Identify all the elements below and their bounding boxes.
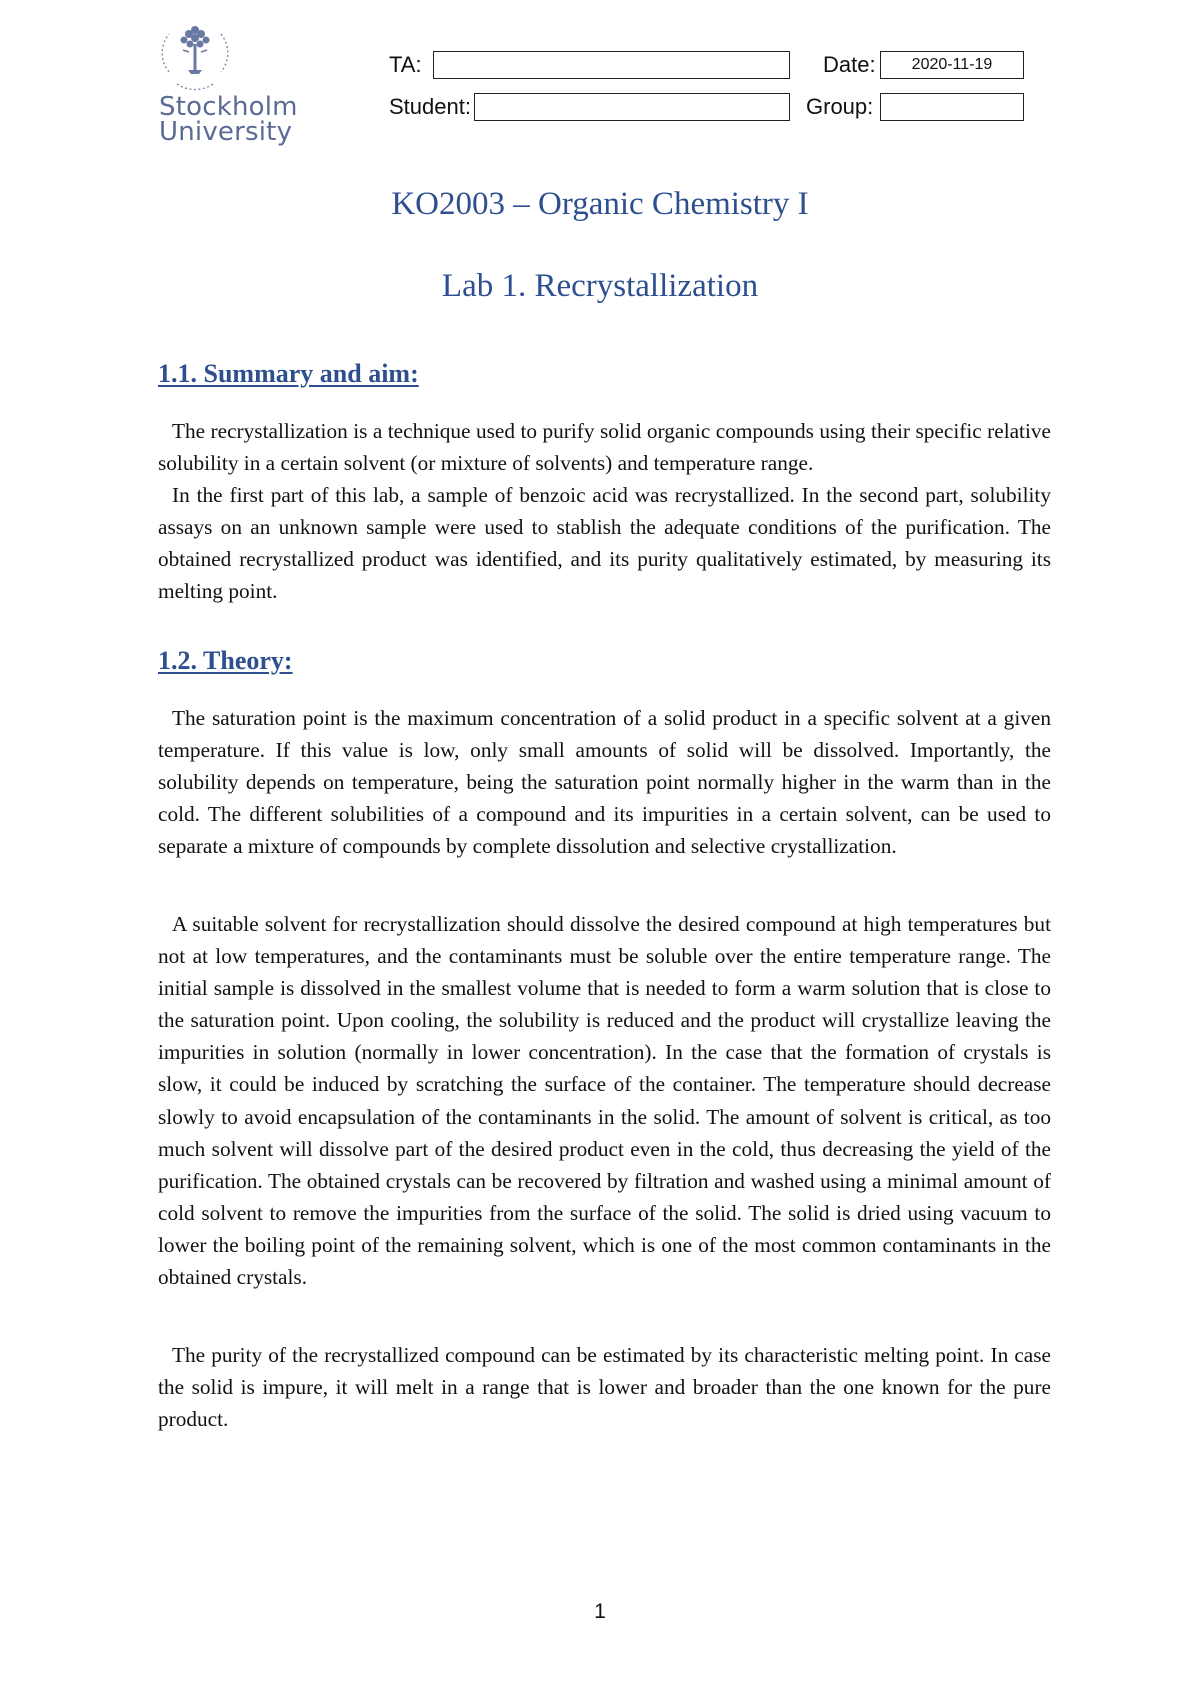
university-seal-icon [155, 20, 235, 92]
group-label: Group: [806, 94, 874, 119]
paragraph: The recrystallization is a technique used to purify solid organic compounds using their specific relative solubility in a certain solvent (or mixture of solvents) and temperature range. [158, 419, 1051, 476]
paragraph: The purity of the recrystallized compound can be estimated by its characteristic melting point. In case the solid is impure, it will melt in a range that is lower and broader than the one known for the pure product. [158, 1343, 1051, 1432]
date-label: Date: [823, 52, 876, 77]
student-field[interactable] [474, 93, 790, 121]
lab-title: Lab 1. Recrystallization [441, 268, 759, 304]
paragraph: In the first part of this lab, a sample of benzoic acid was recrystallized. In the second part, solubility assays on an unknown sample were used to stablish the adequate conditions of the purification. The obtained recrystallized product was identified, and its purity qualitatively estimated, by measuring its melting point. [158, 483, 1051, 604]
logo-text-university: University [159, 117, 293, 147]
university-logo [155, 20, 315, 150]
logo-text-stockholm: Stockholm [159, 92, 298, 122]
group-field[interactable] [880, 93, 1024, 121]
ta-field[interactable] [433, 51, 790, 79]
paragraph: The saturation point is the maximum concentration of a solid product in a specific solvent at a given temperature. If this value is low, only small amounts of solid will be dissolved. Importantly, the solubility depends on temperature, being the saturation point normally higher in the warm than in the cold. The different solubilities of a compound and its impurities in a certain solvent, can be used to separate a mixture of compounds by complete dissolution and selective crystallization. [158, 706, 1051, 859]
date-field[interactable]: 2020-11-19 [880, 51, 1024, 79]
section-heading-theory: 1.2. Theory: [158, 646, 293, 675]
ta-label: TA: [389, 52, 422, 77]
course-title: KO2003 – Organic Chemistry I [391, 186, 809, 222]
section-heading-summary: 1.1. Summary and aim: [158, 359, 419, 388]
page-number: 1 [594, 1600, 606, 1623]
student-label: Student: [389, 94, 471, 119]
paragraph: A suitable solvent for recrystallization should dissolve the desired compound at high temperatures but not at low temperatures, and the contaminants must be soluble over the entire temperature range. The initial sample is dissolved in the smallest volume that is needed to form a warm solution that is close to the saturation point. Upon cooling, the solubility is reduced and the product will crystallize leaving the impurities in solution (normally in lower concentration). In the case that the formation of crystals is slow, it could be induced by scratching the surface of the container. The temperature should decrease slowly to avoid encapsulation of the contaminants in the solid. The amount of solvent is critical, as too much solvent will dissolve part of the desired product even in the cold, thus decreasing the yield of the purification. The obtained crystals can be recovered by filtration and washed using a minimal amount of cold solvent to remove the impurities from the surface of the solid. The solid is dried using vacuum to lower the boiling point of the remaining solvent, which is one of the most common contaminants in the obtained crystals. [158, 912, 1051, 1290]
